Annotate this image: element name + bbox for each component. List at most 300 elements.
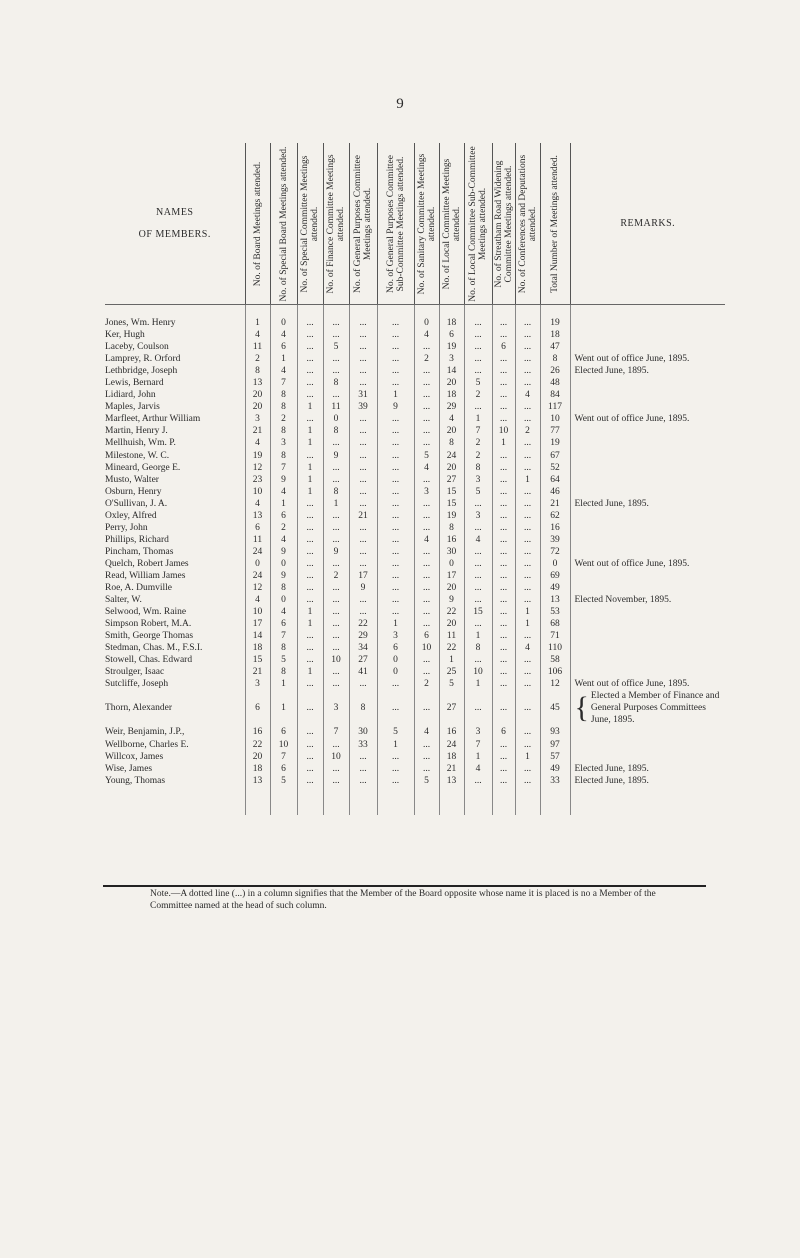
attendance-cell: 1 [323, 498, 349, 510]
attendance-cell: ... [323, 739, 349, 751]
attendance-cell: ... [492, 498, 515, 510]
attendance-cell: 29 [439, 401, 464, 413]
attendance-cell: 9 [270, 570, 297, 582]
member-name: Stowell, Chas. Edward [105, 655, 193, 666]
attendance-cell: ... [349, 462, 377, 474]
attendance-cell: 39 [349, 401, 377, 413]
attendance-cell: 2 [464, 389, 492, 401]
remark-cell: Elected June, 1895. [570, 775, 725, 815]
attendance-cell: 1 [270, 498, 297, 510]
attendance-cell: ... [492, 642, 515, 654]
attendance-cell: ... [297, 558, 323, 570]
attendance-cell: 53 [540, 606, 570, 618]
attendance-cell: 1 [377, 618, 414, 630]
braced-remark [575, 690, 726, 726]
remark-cell [570, 546, 725, 558]
table-row [105, 726, 725, 738]
attendance-cell: 3 [270, 437, 297, 449]
attendance-cell: ... [377, 450, 414, 462]
attendance-cell: ... [464, 498, 492, 510]
attendance-cell: ... [464, 558, 492, 570]
attendance-cell: ... [323, 329, 349, 341]
attendance-cell: ... [492, 329, 515, 341]
attendance-cell: ... [515, 546, 540, 558]
attendance-cell: 1 [297, 606, 323, 618]
attendance-cell: 9 [439, 594, 464, 606]
attendance-cell: 12 [245, 462, 270, 474]
attendance-cell: 4 [414, 462, 439, 474]
attendance-cell: ... [349, 353, 377, 365]
attendance-cell: 12 [245, 582, 270, 594]
remark-cell [570, 341, 725, 353]
attendance-cell: 2 [464, 437, 492, 449]
attendance-cell: ... [515, 726, 540, 738]
attendance-cell: 48 [540, 377, 570, 389]
member-name: Phillips, Richard [105, 534, 169, 545]
attendance-cell: ... [464, 570, 492, 582]
attendance-cell: ... [349, 486, 377, 498]
attendance-cell: 0 [323, 413, 349, 425]
attendance-cell: ... [492, 353, 515, 365]
attendance-cell: ... [323, 389, 349, 401]
attendance-cell: ... [414, 425, 439, 437]
attendance-cell: ... [297, 763, 323, 775]
attendance-cell: ... [323, 534, 349, 546]
attendance-cell: 4 [245, 329, 270, 341]
attendance-cell: ... [377, 474, 414, 486]
attendance-cell: 6 [270, 341, 297, 353]
attendance-cell: 18 [439, 305, 464, 330]
attendance-cell: 0 [439, 558, 464, 570]
attendance-cell: ... [377, 329, 414, 341]
attendance-cell: ... [349, 522, 377, 534]
attendance-cell: 17 [349, 570, 377, 582]
attendance-cell: 1 [270, 678, 297, 690]
attendance-cell: ... [414, 751, 439, 763]
attendance-cell: ... [414, 437, 439, 449]
member-name: Perry, John [105, 522, 148, 533]
attendance-cell: 8 [540, 353, 570, 365]
attendance-cell: 5 [414, 450, 439, 462]
attendance-cell: 17 [245, 618, 270, 630]
attendance-cell: 4 [270, 486, 297, 498]
attendance-cell: ... [377, 353, 414, 365]
attendance-cell: 24 [439, 739, 464, 751]
attendance-cell: 93 [540, 726, 570, 738]
attendance-cell: ... [297, 498, 323, 510]
attendance-cell: ... [377, 425, 414, 437]
attendance-cell: 25 [439, 666, 464, 678]
column-header [439, 143, 464, 305]
attendance-cell: ... [349, 546, 377, 558]
attendance-cell: 4 [245, 437, 270, 449]
attendance-cell: ... [464, 546, 492, 558]
attendance-cell: 1 [297, 666, 323, 678]
attendance-cell: ... [492, 582, 515, 594]
attendance-cell: ... [515, 413, 540, 425]
attendance-cell: 8 [270, 389, 297, 401]
table-row [105, 305, 725, 330]
attendance-cell: 26 [540, 365, 570, 377]
attendance-cell: 1 [297, 474, 323, 486]
attendance-cell: 7 [270, 377, 297, 389]
member-name: Musto, Walter [105, 474, 159, 485]
attendance-cell: 21 [540, 498, 570, 510]
attendance-cell: 6 [270, 510, 297, 522]
remark-cell: Went out of office June, 1895. [570, 558, 725, 570]
attendance-cell: ... [492, 690, 515, 726]
attendance-cell: ... [414, 474, 439, 486]
column-header-text: No. of Streatham Road Widening Committee Meetings attended. [493, 160, 514, 287]
attendance-cell: 8 [245, 365, 270, 377]
member-name: Laceby, Coulson [105, 342, 169, 353]
attendance-cell: 1 [297, 425, 323, 437]
attendance-cell: ... [323, 763, 349, 775]
attendance-cell: ... [464, 329, 492, 341]
attendance-cell: ... [349, 341, 377, 353]
attendance-cell: ... [377, 498, 414, 510]
attendance-cell: 67 [540, 450, 570, 462]
remark-cell [570, 534, 725, 546]
attendance-cell: 1 [464, 678, 492, 690]
attendance-cell: ... [297, 377, 323, 389]
attendance-cell: 5 [270, 775, 297, 815]
attendance-cell: ... [414, 739, 439, 751]
attendance-cell: ... [323, 606, 349, 618]
member-name: Quelch, Robert James [105, 558, 189, 569]
member-name: Jones, Wm. Henry [105, 318, 176, 328]
table-row [105, 522, 725, 534]
attendance-cell: ... [323, 775, 349, 815]
table-row [105, 377, 725, 389]
attendance-cell: 84 [540, 389, 570, 401]
table-row [105, 413, 725, 425]
attendance-cell: ... [297, 534, 323, 546]
attendance-cell: ... [414, 582, 439, 594]
attendance-cell: ... [323, 642, 349, 654]
attendance-cell: ... [515, 305, 540, 330]
remark-cell [570, 642, 725, 654]
attendance-cell: 45 [540, 690, 570, 726]
attendance-cell: 49 [540, 582, 570, 594]
attendance-cell: ... [323, 365, 349, 377]
attendance-cell: ... [515, 570, 540, 582]
names-header-line-2: OF MEMBERS. [138, 228, 211, 240]
attendance-cell: ... [515, 510, 540, 522]
attendance-cell: ... [515, 498, 540, 510]
attendance-cell: ... [414, 763, 439, 775]
attendance-cell: 3 [377, 630, 414, 642]
attendance-cell: 20 [439, 462, 464, 474]
table-row [105, 389, 725, 401]
member-name: Wellborne, Charles E. [105, 739, 189, 750]
column-header-text: No. of General Purposes Committee Meetings attended. [353, 154, 373, 293]
attendance-cell: ... [349, 329, 377, 341]
attendance-cell: 13 [540, 594, 570, 606]
remark-cell [570, 401, 725, 413]
attendance-cell: 5 [323, 341, 349, 353]
attendance-cell: ... [492, 365, 515, 377]
table-row [105, 510, 725, 522]
remark-cell [570, 751, 725, 763]
column-header-text: No. of Local Committee Meetings attended. [441, 158, 462, 289]
attendance-cell: ... [515, 582, 540, 594]
attendance-cell: 3 [245, 413, 270, 425]
attendance-cell: ... [349, 413, 377, 425]
attendance-cell: ... [349, 594, 377, 606]
member-name: Salter, W. [105, 595, 142, 606]
remark-cell [570, 522, 725, 534]
member-name: Willcox, James [105, 751, 164, 762]
attendance-cell: ... [349, 763, 377, 775]
attendance-cell: ... [492, 413, 515, 425]
member-name: Stroulger, Isaac [105, 667, 165, 678]
column-header-text: No. of General Purposes Committee Sub-Committee Meetings attended. [385, 154, 406, 293]
attendance-cell: 29 [349, 630, 377, 642]
attendance-cell: ... [297, 365, 323, 377]
attendance-cell: ... [349, 606, 377, 618]
attendance-cell: 15 [439, 486, 464, 498]
member-name: Roe, A. Dumville [105, 583, 173, 594]
attendance-cell: 7 [464, 425, 492, 437]
table-row [105, 630, 725, 642]
attendance-cell: 8 [323, 425, 349, 437]
remark-cell: Went out of office June, 1895. [570, 413, 725, 425]
member-name: Lamprey, R. Orford [105, 354, 181, 365]
table-row [105, 353, 725, 365]
attendance-cell: 8 [464, 642, 492, 654]
attendance-cell: ... [377, 751, 414, 763]
attendance-cell: 7 [270, 630, 297, 642]
attendance-cell: 18 [439, 751, 464, 763]
attendance-cell: ... [377, 510, 414, 522]
remark-cell [570, 654, 725, 666]
attendance-cell: ... [323, 510, 349, 522]
attendance-cell: 2 [464, 450, 492, 462]
attendance-cell: ... [297, 305, 323, 330]
table-row [105, 365, 725, 377]
attendance-cell: 13 [245, 775, 270, 815]
table-row [105, 739, 725, 751]
attendance-cell: 8 [323, 486, 349, 498]
table-row [105, 654, 725, 666]
attendance-cell: 21 [245, 666, 270, 678]
attendance-cell: ... [515, 594, 540, 606]
column-header [515, 143, 540, 305]
column-header-text: No. of Conferences and Deputations attended. [517, 154, 538, 293]
attendance-cell: ... [377, 341, 414, 353]
attendance-cell: 11 [245, 534, 270, 546]
attendance-cell: ... [323, 678, 349, 690]
remark-cell [570, 666, 725, 678]
attendance-cell: 4 [439, 413, 464, 425]
attendance-table-container [105, 143, 720, 815]
attendance-cell: ... [515, 558, 540, 570]
attendance-cell: ... [515, 534, 540, 546]
table-row [105, 678, 725, 690]
member-name: Read, William James [105, 570, 186, 581]
attendance-cell: 7 [270, 751, 297, 763]
attendance-cell: ... [377, 305, 414, 330]
attendance-cell: 64 [540, 474, 570, 486]
attendance-cell: ... [377, 558, 414, 570]
table-row [105, 534, 725, 546]
member-name: Maples, Jarvis [105, 402, 160, 413]
attendance-cell: 5 [414, 775, 439, 815]
attendance-cell: 24 [439, 450, 464, 462]
attendance-cell: ... [297, 726, 323, 738]
attendance-cell: 2 [323, 570, 349, 582]
attendance-cell: 19 [245, 450, 270, 462]
attendance-cell: 10 [414, 642, 439, 654]
attendance-cell: 8 [270, 666, 297, 678]
column-header [414, 143, 439, 305]
attendance-cell: ... [492, 474, 515, 486]
attendance-cell: ... [297, 450, 323, 462]
attendance-cell: 72 [540, 546, 570, 558]
attendance-cell: ... [323, 666, 349, 678]
attendance-cell: 2 [414, 678, 439, 690]
attendance-cell: 0 [270, 305, 297, 330]
attendance-cell: 30 [439, 546, 464, 558]
attendance-cell: 1 [377, 739, 414, 751]
attendance-cell: 4 [245, 498, 270, 510]
attendance-cell: 27 [349, 654, 377, 666]
column-header [492, 143, 515, 305]
attendance-cell: 6 [245, 690, 270, 726]
attendance-cell: ... [515, 401, 540, 413]
attendance-cell: ... [377, 413, 414, 425]
attendance-cell: ... [377, 437, 414, 449]
attendance-cell: ... [377, 775, 414, 815]
attendance-cell: ... [515, 666, 540, 678]
attendance-cell: ... [492, 558, 515, 570]
attendance-cell: 12 [540, 678, 570, 690]
column-header-text: Total Number of Meetings attended. [550, 154, 560, 293]
attendance-cell: ... [349, 305, 377, 330]
table-row [105, 425, 725, 437]
attendance-cell: 1 [377, 389, 414, 401]
attendance-cell: ... [297, 389, 323, 401]
member-name: Lethbridge, Joseph [105, 366, 178, 377]
attendance-cell: ... [464, 618, 492, 630]
attendance-cell: ... [515, 377, 540, 389]
attendance-cell: ... [377, 690, 414, 726]
attendance-cell: 58 [540, 654, 570, 666]
attendance-cell: 21 [349, 510, 377, 522]
attendance-cell: 16 [439, 726, 464, 738]
attendance-cell: 13 [439, 775, 464, 815]
attendance-cell: ... [377, 763, 414, 775]
attendance-cell: 1 [464, 630, 492, 642]
attendance-cell: ... [492, 450, 515, 462]
table-row [105, 582, 725, 594]
member-name: Wise, James [105, 763, 153, 774]
table-row [105, 570, 725, 582]
attendance-cell: ... [464, 582, 492, 594]
attendance-cell: 8 [270, 425, 297, 437]
attendance-cell: ... [492, 401, 515, 413]
remark-cell [570, 486, 725, 498]
attendance-cell: ... [414, 666, 439, 678]
attendance-cell: ... [464, 305, 492, 330]
attendance-cell: ... [297, 570, 323, 582]
attendance-cell: ... [414, 522, 439, 534]
attendance-cell: 10 [464, 666, 492, 678]
attendance-cell: ... [492, 654, 515, 666]
attendance-cell: 19 [540, 305, 570, 330]
attendance-cell: ... [323, 474, 349, 486]
column-header [377, 143, 414, 305]
attendance-cell: ... [464, 775, 492, 815]
attendance-cell: 23 [245, 474, 270, 486]
member-name: Oxley, Alfred [105, 510, 157, 521]
member-name: Mellhuish, Wm. P. [105, 438, 176, 449]
attendance-cell: 49 [540, 763, 570, 775]
attendance-cell: 2 [245, 353, 270, 365]
attendance-cell: 4 [414, 726, 439, 738]
attendance-cell: 14 [439, 365, 464, 377]
attendance-cell: 1 [297, 462, 323, 474]
attendance-cell: 71 [540, 630, 570, 642]
attendance-cell: 6 [492, 341, 515, 353]
attendance-cell: ... [515, 329, 540, 341]
remark-cell [570, 437, 725, 449]
remark-cell: Went out of office June, 1895. [570, 353, 725, 365]
attendance-cell: ... [464, 401, 492, 413]
column-header [540, 143, 570, 305]
attendance-cell: 106 [540, 666, 570, 678]
attendance-cell: 22 [349, 618, 377, 630]
table-row [105, 763, 725, 775]
attendance-cell: ... [492, 389, 515, 401]
attendance-cell: 9 [270, 546, 297, 558]
attendance-cell: 11 [245, 341, 270, 353]
attendance-cell: ... [414, 690, 439, 726]
attendance-cell: ... [349, 534, 377, 546]
attendance-cell: 1 [439, 654, 464, 666]
attendance-cell: 10 [245, 606, 270, 618]
attendance-cell: 4 [414, 534, 439, 546]
remark-cell [570, 329, 725, 341]
member-name: Sutcliffe, Joseph [105, 679, 169, 690]
attendance-cell: 0 [377, 666, 414, 678]
remark-cell [570, 425, 725, 437]
remark-cell [570, 606, 725, 618]
attendance-cell: 3 [464, 474, 492, 486]
remark-cell: Elected November, 1895. [570, 594, 725, 606]
attendance-cell: 2 [515, 425, 540, 437]
attendance-cell: 19 [540, 437, 570, 449]
attendance-cell: 33 [540, 775, 570, 815]
attendance-cell: 8 [323, 377, 349, 389]
remark-cell: Elected June, 1895. [570, 498, 725, 510]
table-row [105, 437, 725, 449]
attendance-cell: 3 [323, 690, 349, 726]
attendance-cell: ... [297, 546, 323, 558]
attendance-cell: ... [515, 678, 540, 690]
attendance-cell: ... [492, 739, 515, 751]
attendance-cell: ... [297, 594, 323, 606]
table-row [105, 329, 725, 341]
attendance-cell: 68 [540, 618, 570, 630]
attendance-cell: ... [414, 606, 439, 618]
attendance-cell: ... [349, 775, 377, 815]
attendance-cell: ... [515, 341, 540, 353]
attendance-cell: ... [377, 606, 414, 618]
table-row [105, 341, 725, 353]
attendance-cell: 18 [245, 763, 270, 775]
